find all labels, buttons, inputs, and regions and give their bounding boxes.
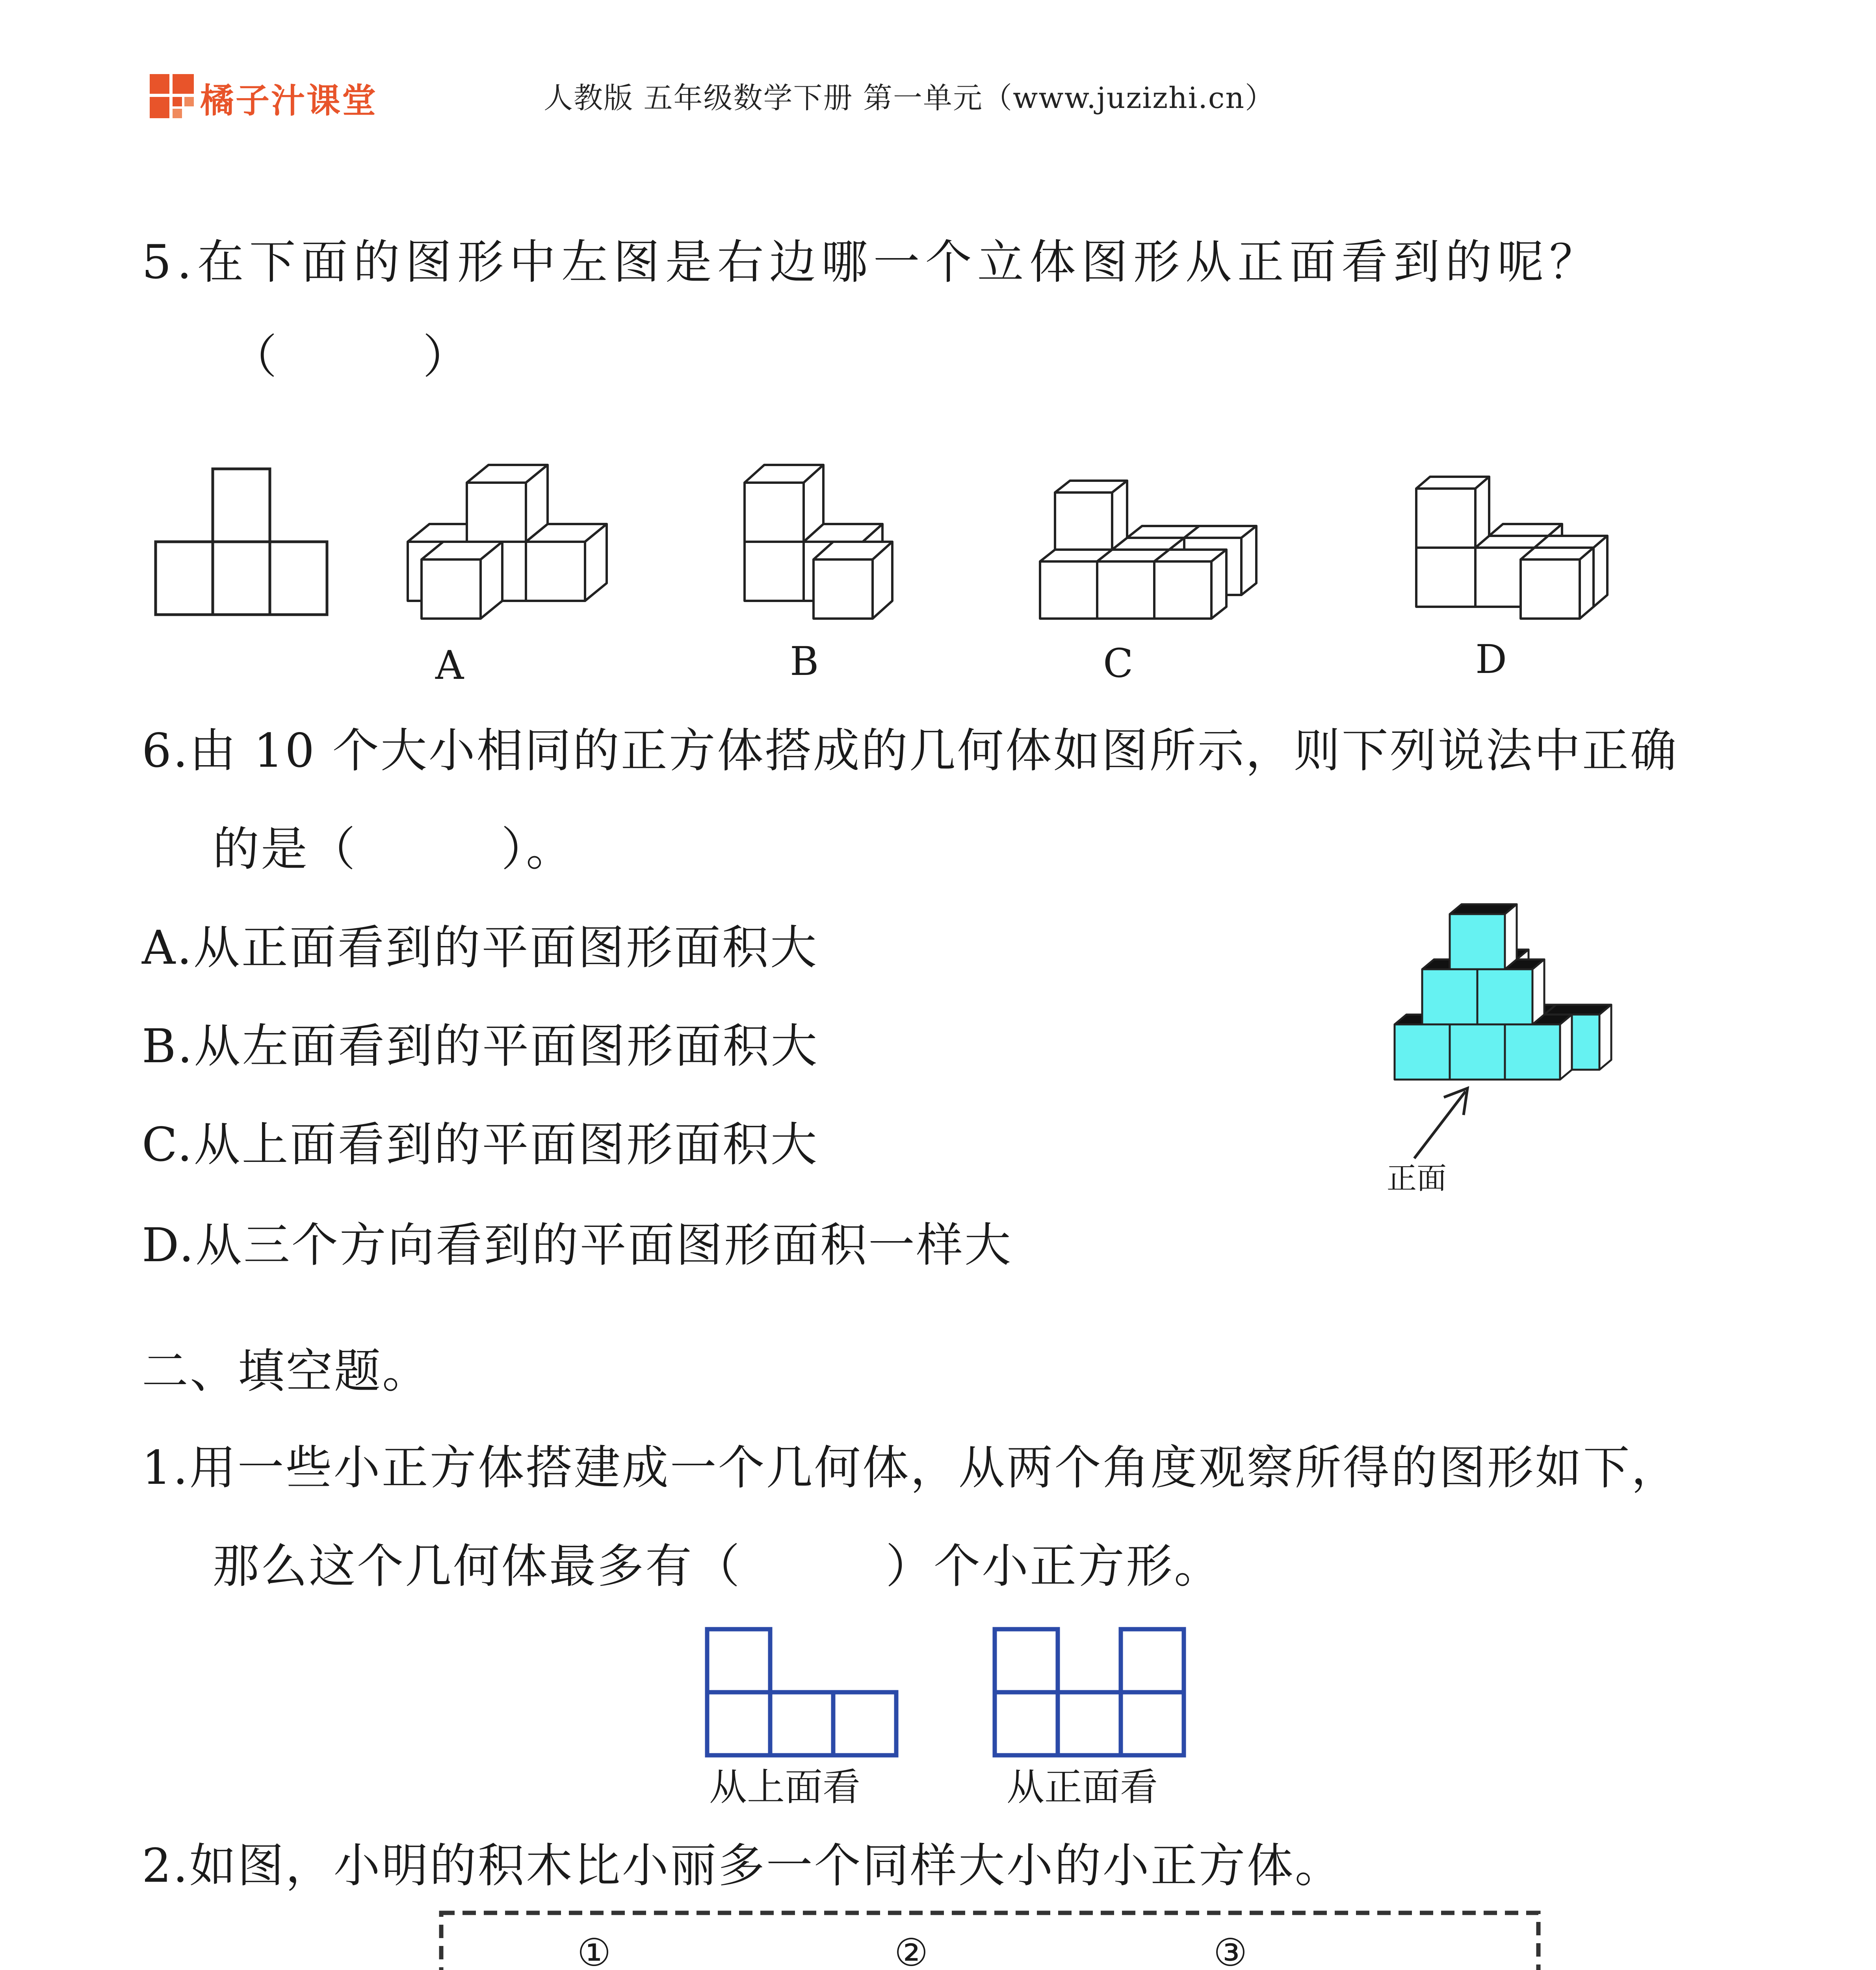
f1-top-view-label: 从上面看: [709, 1765, 860, 1809]
q5-option-d-figure: [1391, 453, 1611, 634]
section2-heading: 二、填空题。: [142, 1344, 431, 1398]
q5-option-c-label: C: [1103, 640, 1133, 686]
f2-stem: 2.如图，小明的积木比小丽多一个同样大小的小正方体。: [142, 1838, 1343, 1893]
q5-answer-blank: （ ）: [230, 329, 471, 384]
logo: [150, 71, 504, 122]
q6-stem-line1: 6.由 10 个大小相同的正方体搭成的几何体如图所示，则下列说法中正确: [142, 723, 1678, 778]
cube-block: [422, 542, 502, 619]
q5-option-c-figure: [1032, 441, 1292, 630]
q6-choice-d: D.从三个方向看到的平面图形面积一样大: [142, 1218, 1012, 1272]
q6-choice-a: A.从正面看到的平面图形面积大: [142, 920, 818, 975]
cube-block: [1154, 550, 1226, 619]
header-title: 人教版 五年级数学下册 第一单元（www.juzizhi.cn）: [544, 81, 1275, 115]
q5-option-a-figure: [370, 449, 591, 630]
f2-shape-1-figure: [654, 1954, 827, 1970]
f2-number-1: ①: [577, 1931, 611, 1970]
cube-block: [1416, 477, 1489, 548]
cube-block: [1055, 481, 1127, 550]
f2-number-3: ③: [1213, 1931, 1248, 1970]
q5-option-b-figure: [713, 449, 934, 630]
q6-front-label: 正面: [1387, 1161, 1447, 1196]
q6-choice-c: C.从上面看到的平面图形面积大: [142, 1117, 819, 1172]
q6-choice-b: B.从左面看到的平面图形面积大: [142, 1019, 819, 1073]
f2-number-2: ②: [894, 1931, 929, 1970]
q5-option-d-label: D: [1475, 636, 1507, 682]
f2-shape-2-figure: [973, 1962, 1107, 1970]
q5-front-view-figure: [154, 469, 335, 619]
logo-text: 橘子汁课堂: [200, 81, 377, 121]
cube-block: [814, 542, 892, 619]
q5-option-b-label: B: [790, 638, 819, 684]
f1-stem-line1: 1.用一些小正方体搭建成一个几何体，从两个角度观察所得的图形如下，: [142, 1440, 1679, 1495]
f1-top-view-grid: [705, 1627, 902, 1761]
q5-stem: 5.在下面的图形中左图是右边哪一个立体图形从正面看到的呢？: [142, 235, 1601, 289]
f2-shape-3-figure: [1328, 1966, 1485, 1970]
cube-block: [1521, 548, 1594, 619]
q6-front-arrow-icon: [1406, 1080, 1485, 1166]
logo-icon: [150, 74, 194, 118]
cube-block: [745, 465, 823, 542]
cube-block: [1450, 904, 1517, 969]
f1-stem-line2: 那么这个几何体最多有（ ）个小正方形。: [213, 1539, 1222, 1593]
q5-option-a-label: A: [435, 642, 464, 688]
cube-block: [526, 524, 607, 601]
f1-front-view-label: 从正面看: [1007, 1765, 1158, 1809]
q6-cube-stack-figure: [1387, 867, 1607, 1087]
f1-front-view-grid: [993, 1627, 1190, 1761]
q6-stem-line2: 的是（ ）。: [213, 822, 574, 876]
cube-block: [467, 465, 548, 542]
